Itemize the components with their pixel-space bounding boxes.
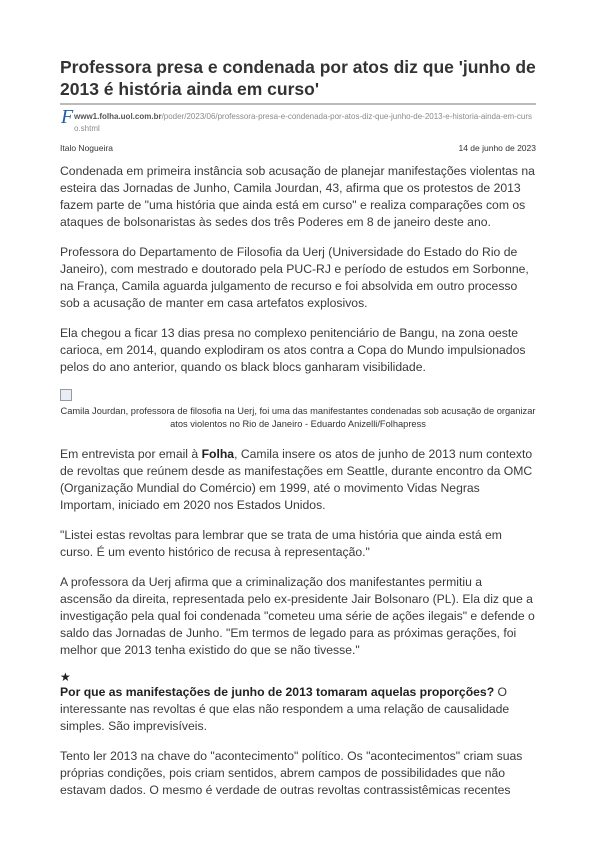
- paragraph-7: Tento ler 2013 na chave do "acontecimento" político. Os "acontecimentos" criam suas próprias condições, pois criam sentidos, abrem campos de possibilidades que não estavam dados. O mesmo é verdade de outras revoltas contrassistêmicas recentes: [60, 749, 523, 797]
- question-1-text: Por que as manifestações de junho de 2013 tomaram aquelas proporções?: [60, 685, 495, 699]
- paragraph-6: A professora da Uerj afirma que a criminalização dos manifestantes permitiu a ascensão da direita, representada pelo ex-presidente Jair Bolsonaro (PL). Ela diz que a investigação pela qual foi condenada "cometeu uma série de ações ilegais" e defende o saldo das Jornadas de Junho. "Em termos de legado para as próximas gerações, foi melhor que 2013 tenha existido do que se não tivesse.": [60, 575, 535, 657]
- paragraph-1: Condenada em primeira instância sob acusação de planejar manifestações violentas na esteira das Jornadas de Junho, Camila Jourdan, 43, afirma que os protestos de 2013 fazem parte de "uma história que ainda está em curso" e realiza comparações com os ataques de bolsonaristas às sedes dos três Poderes em 8 de janeiro deste ano.: [60, 164, 535, 229]
- publish-date: 14 de junho de 2023: [458, 143, 536, 153]
- answer-1-text: O interessante nas revoltas é que elas não respondem a uma relação de causalidade simples. São imprevisíveis.: [60, 685, 510, 733]
- author-name: Italo Nogueira: [60, 143, 113, 153]
- image-caption: Camila Jourdan, professora de filosofia na Uerj, foi uma das manifestantes condenadas sob acusação de organizar atos violentos no Rio de Janeiro - Eduardo Anizelli/Folhapress: [60, 406, 536, 429]
- url-path: /poder/2023/06/professora-presa-e-condenada-por-atos-diz-que-junho-de-2013-e-historia-ainda-em-curso.shtml: [74, 112, 532, 133]
- article-title: Professora presa e condenada por atos diz que 'junho de 2013 é história ainda em curso': [60, 57, 536, 99]
- paragraph-3: Ela chegou a ficar 13 dias presa no complexo penitenciário de Bangu, na zona oeste carioca, em 2014, quando explodiram os atos contra a Copa do Mundo impulsionados pelos do ano anterior, quando os black blocs ganharam visibilidade.: [60, 326, 526, 374]
- paragraph-2: Professora do Departamento de Filosofia da Uerj (Universidade do Estado do Rio de Janeiro), com mestrado e doutorado pela PUC-RJ e período de estudos em Sorbonne, na França, Camila aguarda julgamento de recurso e foi absolvida em outro processo sob a acusação de manter em casa artefatos explosivos.: [60, 245, 529, 310]
- article-body: [60, 163, 536, 812]
- folha-name: Folha: [201, 447, 235, 461]
- article-meta: [60, 143, 536, 153]
- paragraph-5: "Listei estas revoltas para lembrar que se trata de uma história que ainda está em curso. É um evento histórico de recusa à representação.": [60, 528, 502, 559]
- question-1: [60, 684, 536, 735]
- article-url-link[interactable]: [74, 111, 536, 135]
- broken-image-icon: [60, 389, 72, 401]
- url-host: www1.folha.uol.com.br: [74, 112, 162, 121]
- header-divider: [60, 103, 536, 105]
- star-icon: ★: [60, 670, 71, 684]
- paragraph-4: Em entrevista por email à Folha, Camila insere os atos de junho de 2013 num contexto de revoltas que reúnem desde as manifestações em Seattle, durante encontro da OMC (Organização Mundial do Comércio) em 1999, até o movimento Vidas Negras Importam, iniciado em 2020 nos Estados Unidos.: [60, 447, 533, 512]
- folha-logo-icon: F: [61, 106, 74, 128]
